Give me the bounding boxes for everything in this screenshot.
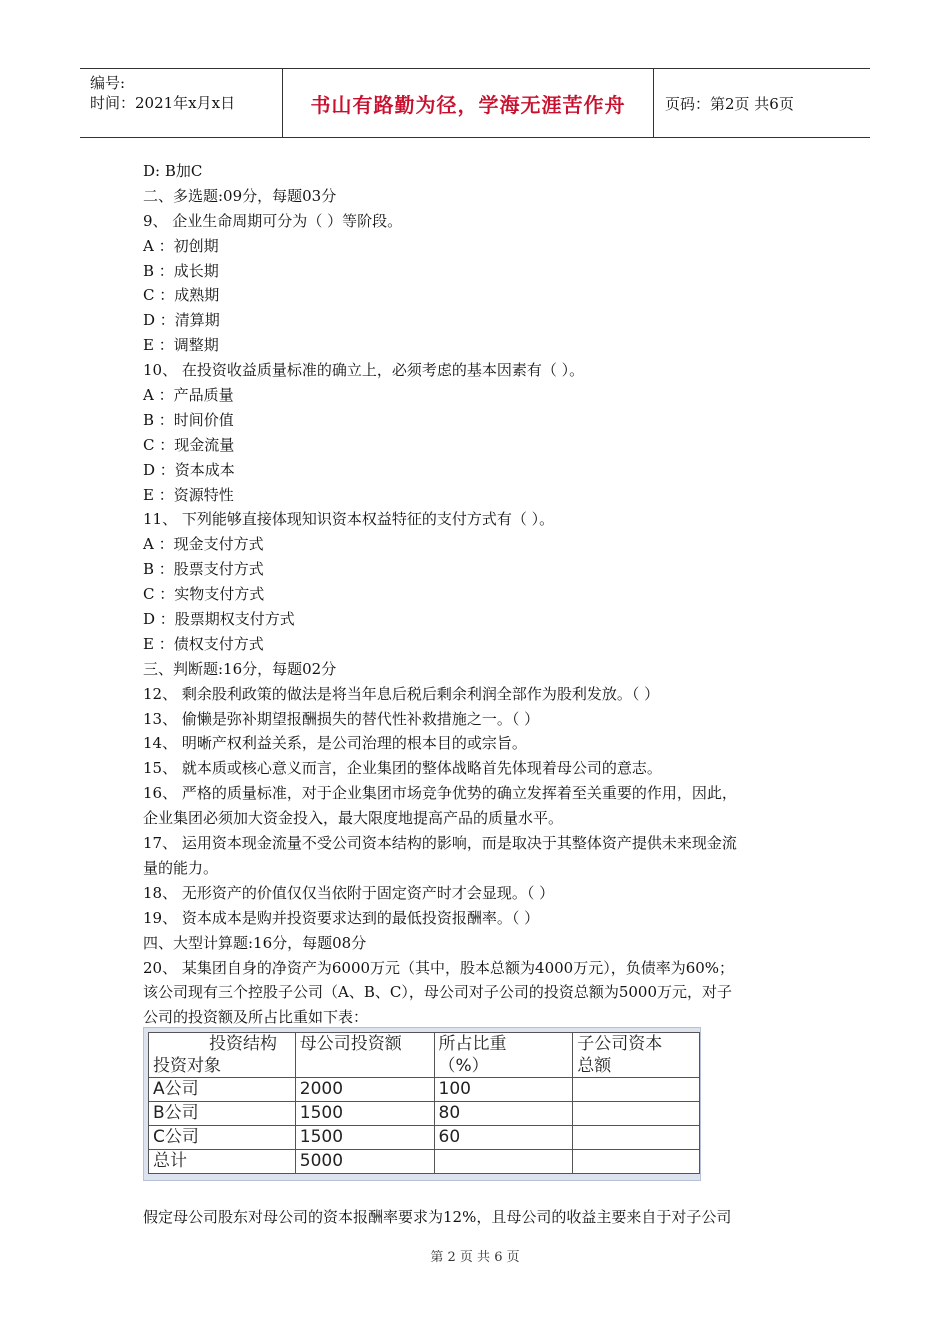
section-heading: 二、多选题:09分，每题03分 bbox=[143, 186, 337, 205]
table-cell: 总计 bbox=[149, 1150, 296, 1174]
question: 11、 下列能够直接体现知识资本权益特征的支付方式有（ ）。 bbox=[143, 510, 555, 529]
question-continuation: 公司的投资额及所占比重如下表： bbox=[143, 1008, 369, 1027]
header-cell-text: 投资结构 bbox=[209, 1034, 277, 1054]
option: D ：资本成本 bbox=[143, 460, 235, 479]
header-cell bbox=[573, 1033, 700, 1078]
option: A ：现金支付方式 bbox=[143, 535, 264, 554]
option: E ：资源特性 bbox=[143, 485, 234, 504]
question: 18、 无形资产的价值仅仅当依附于固定资产时才会显现。（ ） bbox=[143, 883, 555, 902]
header-cell bbox=[149, 1033, 296, 1078]
table-cell bbox=[573, 1150, 700, 1174]
text-line: D: B加C bbox=[143, 162, 203, 180]
option: B ：时间价值 bbox=[143, 410, 234, 429]
question: 16、 严格的质量标准，对于企业集团市场竞争优势的确立发挥着至关重要的作用，因此， bbox=[143, 784, 737, 803]
header-cell-text: 子公司资本 bbox=[577, 1034, 663, 1054]
header-page-label bbox=[663, 69, 870, 137]
header-meta bbox=[80, 69, 282, 137]
question-continuation: 该公司现有三个控股子公司（A、B、C），母公司对子公司的投资总额为5000万元，对子 bbox=[143, 983, 733, 1002]
section-heading: 三、判断题:16分，每题02分 bbox=[143, 659, 337, 678]
table-cell: 100 bbox=[434, 1078, 573, 1102]
question: 13、 偷懒是弥补期望报酬损失的替代性补救措施之一。（ ） bbox=[143, 709, 540, 728]
table-cell: C公司 bbox=[149, 1126, 296, 1150]
question: 10、 在投资收益质量标准的确立上，必须考虑的基本因素有（ ）。 bbox=[143, 361, 585, 380]
table-cell bbox=[573, 1078, 700, 1102]
table-cell: 5000 bbox=[295, 1150, 434, 1174]
table-cell: A公司 bbox=[149, 1078, 296, 1102]
header-cell-text: 总额 bbox=[577, 1056, 612, 1076]
header-cell-text: （%） bbox=[438, 1056, 489, 1076]
document-body bbox=[143, 159, 823, 1030]
table-row bbox=[149, 1102, 700, 1126]
option: C ：成熟期 bbox=[143, 286, 220, 305]
option: C ：现金流量 bbox=[143, 435, 235, 454]
option: D ：清算期 bbox=[143, 311, 220, 330]
option: B ：股票支付方式 bbox=[143, 560, 264, 579]
option: E ：调整期 bbox=[143, 336, 219, 355]
header-cell-text: 所占比重 bbox=[438, 1034, 507, 1054]
header-motto: 书山有路勤为径，学海无涯苦作舟 bbox=[282, 69, 654, 137]
text-line: 假定母公司股东对母公司的资本报酬率要求为12%，且母公司的收益主要来自于对子公司 bbox=[143, 1208, 732, 1226]
header-cell-text: 投资对象 bbox=[153, 1056, 221, 1076]
option: D ：股票期权支付方式 bbox=[143, 610, 295, 629]
option: E ：债权支付方式 bbox=[143, 634, 264, 653]
table-row bbox=[149, 1126, 700, 1150]
table-cell bbox=[573, 1126, 700, 1150]
table-cell: B公司 bbox=[149, 1102, 296, 1126]
question: 15、 就本质或核心意义而言，企业集团的整体战略首先体现着母公司的意志。 bbox=[143, 759, 662, 778]
time-label: 时间：2021年x月x日 bbox=[90, 94, 236, 112]
page-footer: 第 2 页 共 6 页 bbox=[430, 1250, 520, 1265]
table-row bbox=[149, 1078, 700, 1102]
question: 14、 明晰产权利益关系，是公司治理的根本目的或宗旨。 bbox=[143, 734, 527, 753]
section-heading: 四、大型计算题:16分，每题08分 bbox=[143, 933, 367, 952]
investment-table-image bbox=[143, 1027, 701, 1181]
option: B ：成长期 bbox=[143, 261, 219, 280]
header-cell bbox=[434, 1033, 573, 1078]
option: A ：初创期 bbox=[143, 236, 219, 255]
option: C ：实物支付方式 bbox=[143, 585, 265, 604]
question: 17、 运用资本现金流量不受公司资本结构的影响，而是取决于其整体资产提供未来现金流 bbox=[143, 834, 737, 853]
table-row bbox=[149, 1150, 700, 1174]
question: 9、 企业生命周期可分为（ ）等阶段。 bbox=[143, 211, 403, 230]
question: 20、 某集团自身的净资产为6000万元（其中，股本总额为4000万元），负债率为60%； bbox=[143, 958, 735, 977]
table-cell: 80 bbox=[434, 1102, 573, 1126]
question-continuation: 企业集团必须加大资金投入，最大限度地提高产品的质量水平。 bbox=[143, 809, 564, 828]
header-cell: 母公司投资额 bbox=[295, 1033, 434, 1078]
table-cell bbox=[573, 1102, 700, 1126]
page-header bbox=[80, 68, 870, 138]
option: A ：产品质量 bbox=[143, 386, 234, 405]
table-header-row bbox=[149, 1033, 700, 1078]
table-cell: 60 bbox=[434, 1126, 573, 1150]
investment-table bbox=[148, 1032, 700, 1174]
table-cell: 1500 bbox=[295, 1126, 434, 1150]
page-label: 页码：第2页 共6页 bbox=[665, 94, 794, 113]
question-continuation: 量的能力。 bbox=[143, 858, 219, 877]
table-cell: 2000 bbox=[295, 1078, 434, 1102]
table-cell bbox=[434, 1150, 573, 1174]
question: 19、 资本成本是购并投资要求达到的最低投资报酬率。（ ） bbox=[143, 908, 540, 927]
code-label: 编号: bbox=[90, 74, 126, 92]
table-cell: 1500 bbox=[295, 1102, 434, 1126]
question: 12、 剩余股利政策的做法是将当年息后税后剩余利润全部作为股利发放。（ ） bbox=[143, 684, 660, 703]
